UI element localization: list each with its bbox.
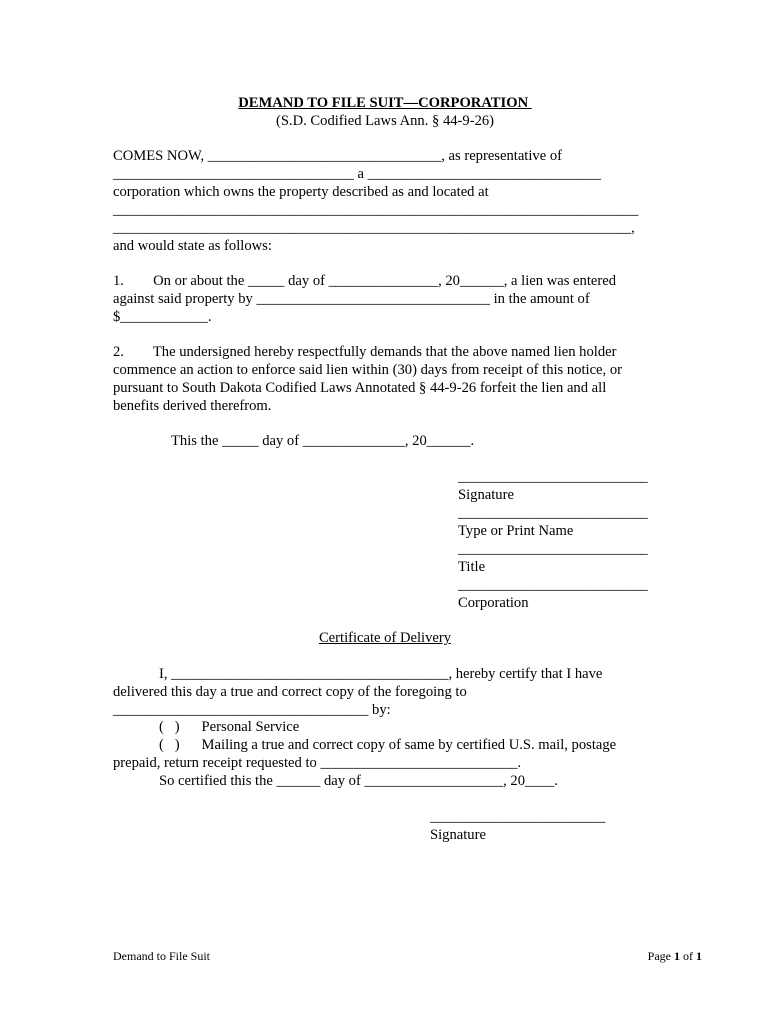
footer-title: Demand to File Suit [113, 949, 210, 963]
page-separator: of [680, 949, 696, 963]
footer-page-number [648, 947, 702, 965]
name-label: Type or Print Name [458, 523, 574, 539]
intro-line-3: corporation which owns the property described as and located at [113, 184, 489, 200]
intro-line-2: _________________________________ a ________________________________ [113, 166, 602, 182]
para1-line-1: 1. On or about the _____ day of _______________, 20______, a lien was entered [113, 273, 616, 289]
para2-line-3: pursuant to South Dakota Codified Laws Annotated § 44-9-26 forfeit the lien and all [113, 380, 607, 396]
page-current: 1 [674, 949, 680, 963]
title-label: Title [458, 559, 486, 575]
page-total: 1 [696, 949, 702, 963]
name-line: __________________________ [458, 505, 648, 521]
certificate-line-1: I, ______________________________________, hereby certify that I have [159, 666, 603, 682]
title-line: __________________________ [458, 541, 648, 557]
certificate-signature-label: Signature [430, 827, 486, 843]
para2-line-1: 2. The undersigned hereby respectfully demands that the above named lien holder [113, 344, 617, 360]
para1-line-3: $____________. [113, 309, 212, 325]
page-prefix: Page [647, 949, 674, 963]
certificate-line-4: prepaid, return receipt requested to ___________________________. [113, 755, 522, 771]
certificate-line-2: delivered this day a true and correct copy of the foregoing to [113, 684, 467, 700]
certificate-line-3: ___________________________________ by: [113, 702, 391, 718]
document-subtitle: (S.D. Codified Laws Ann. § 44-9-26) [275, 113, 495, 129]
signature-line: __________________________ [458, 469, 648, 485]
intro-line-5: _______________________________________________________________________, [113, 220, 635, 236]
corporation-line: __________________________ [458, 577, 648, 593]
signature-label: Signature [458, 487, 514, 503]
para1-line-2: against said property by ________________________________ in the amount of [113, 291, 590, 307]
option-personal-service: ( ) Personal Service [159, 719, 300, 735]
certificate-signature-line: ________________________ [430, 809, 606, 825]
option-certified-mail: ( ) Mailing a true and correct copy of same by certified U.S. mail, postage [159, 737, 617, 753]
intro-line-4: ________________________________________________________________________ [113, 202, 639, 218]
certificate-line-5: So certified this the ______ day of ___________________, 20____. [159, 773, 558, 789]
dated-line: This the _____ day of ______________, 20______. [171, 433, 475, 449]
intro-line-1: COMES NOW, ________________________________, as representative of [113, 148, 562, 164]
corporation-label: Corporation [458, 595, 529, 611]
para2-line-2: commence an action to enforce said lien within (30) days from receipt of this notice, or [113, 362, 622, 378]
para2-line-4: benefits derived therefrom. [113, 398, 272, 414]
certificate-heading: Certificate of Delivery [318, 630, 452, 646]
intro-line-6: and would state as follows: [113, 238, 272, 254]
document-title: DEMAND TO FILE SUIT—CORPORATION [238, 95, 532, 111]
